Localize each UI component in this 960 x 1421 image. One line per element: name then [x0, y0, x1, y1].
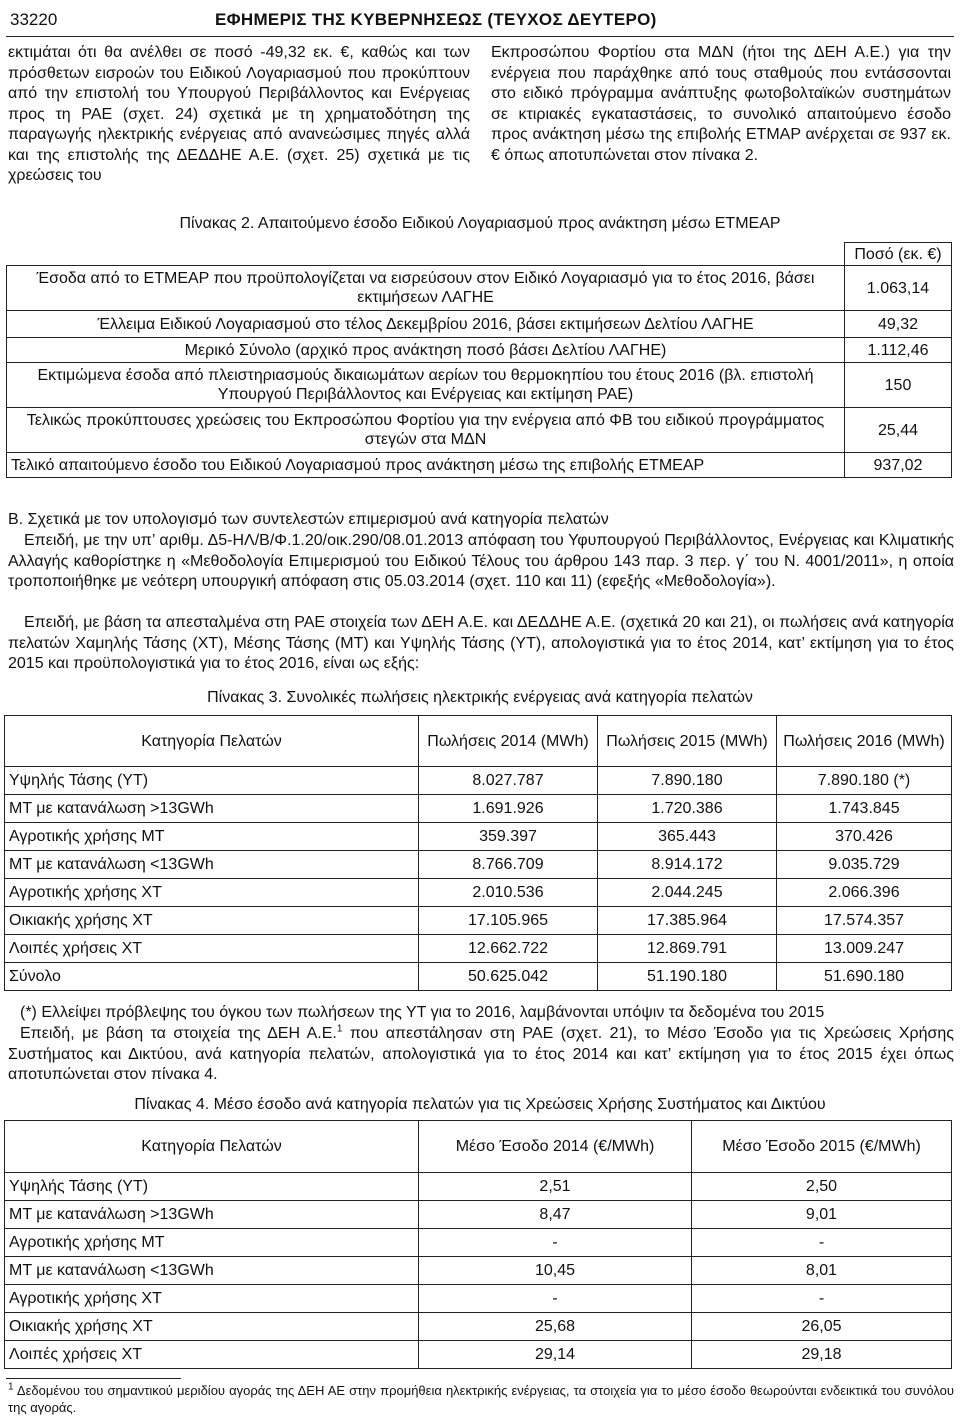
table3-header-row	[5, 716, 952, 767]
table2	[6, 242, 952, 478]
table2-description: Μερικό Σύνολο (αρχικό προς ανάκτηση ποσό βάσει Δελτίου ΛΑΓΗΕ)	[7, 338, 845, 363]
table3-category-cell: Αγροτικής χρήσης ΜΤ	[5, 823, 419, 851]
table-row	[5, 1257, 952, 1285]
table-row	[7, 408, 952, 453]
table3-category-cell: Οικιακής χρήσης ΧΤ	[5, 907, 419, 935]
footnote-text: Δεδομένου του σημαντικού μεριδίου αγοράς της ΔΕΗ ΑΕ στην προμήθεια ηλεκτρικής ενέργειας, τα στοιχεία για το μέσο έσοδο θεωρούνται ενδεικτικά του συνόλου της αγοράς.	[8, 1383, 954, 1415]
table2-description: Τελικό απαιτούμενο έσοδο του Ειδικού Λογαριασμού προς ανάκτηση μέσω της επιβολής ΕΤΜΕΑΡ	[7, 453, 845, 478]
table3-header-category: Κατηγορία Πελατών	[5, 716, 419, 767]
table3-value-cell: 1.691.926	[419, 795, 598, 823]
table3-note: (*) Ελλείψει πρόβλεψης του όγκου των πωλήσεων της ΥΤ για το 2016, λαμβάνονται υπόψιν τα δεδομένα του 2015	[20, 1004, 825, 1021]
section-b-paragraph-1: Επειδή, με την υπ’ αριθμ. Δ5-ΗΛ/Β/Φ.1.20/οικ.290/08.01.2013 απόφαση του Υφυπουργού Περιβάλλοντος, Ενέργειας και Κλιματικής Αλλαγής καθορίστηκε η «Μεθοδολογία Επιμερισμού του Ειδικού Τέλους του άρθρου 143 παρ. 3 περ. γ΄ του Ν. 4001/2011», η οποία τροποποιήθηκε με νεότερη υπουργική απόφαση στις 05.03.2014 (σχετ. 110 και 11) (εφεξής «Μεθοδολογία»).	[8, 532, 954, 590]
table-row	[7, 338, 952, 363]
table3-value-cell: 51.690.180	[777, 963, 952, 991]
table4-category-cell: Λοιπές χρήσεις ΧΤ	[5, 1341, 419, 1369]
table-row	[5, 879, 952, 907]
table-row	[5, 767, 952, 795]
table-row	[5, 907, 952, 935]
table3-value-cell: 50.625.042	[419, 963, 598, 991]
table3	[4, 715, 952, 991]
table-row	[5, 1201, 952, 1229]
table3-body	[5, 767, 952, 991]
table-row	[5, 795, 952, 823]
table4-value-cell: 9,01	[692, 1201, 952, 1229]
table4-body	[5, 1173, 952, 1369]
table2-amount: 1.063,14	[845, 266, 952, 311]
table4-value-cell: 26,05	[692, 1313, 952, 1341]
table3-value-cell: 7.890.180	[598, 767, 777, 795]
table4-value-cell: 25,68	[419, 1313, 692, 1341]
table4-value-cell: 2,51	[419, 1173, 692, 1201]
table4-category-cell: Αγροτικής χρήσης ΧΤ	[5, 1285, 419, 1313]
paragraph-3-text-rest: που απεστάλησαν στη ΡΑΕ (σχετ. 21), το Μέσο Έσοδο για τις Χρεώσεις Χρήσης Συστήματος και Δικτύου, ανά κατηγορία πελατών, απολογιστικά για το έτος 2014 και κατ’ εκτίμηση για το έτος 2015 έχει όπως αποτυπώνεται στον πίνακα 4.	[8, 1025, 954, 1083]
table4-category-cell: Αγροτικής χρήσης ΜΤ	[5, 1229, 419, 1257]
table4-header-category: Κατηγορία Πελατών	[5, 1121, 419, 1173]
table2-amount: 25,44	[845, 408, 952, 453]
intro-left-column: εκτιμάται ότι θα ανέλθει σε ποσό -49,32 εκ. €, καθώς και των πρόσθετων εισροών του Ειδικού Λογαριασμού που προκύπτουν από την επιστολή του Υπουργού Περιβάλλοντος και Ενέργειας προς τη ΡΑΕ (σχετ. 24) σχετικά με τη χρηματοδότηση της παραγωγής ηλεκτρικής ενέργειας από ανανεώσιμες πηγές αλλά και της επιστολής της ΔΕΔΔΗΕ Α.Ε. (σχετ. 25) σχετικά με τις χρεώσεις του	[8, 44, 470, 184]
page-header	[10, 4, 950, 36]
table3-category-cell: Σύνολο	[5, 963, 419, 991]
table3-value-cell: 17.385.964	[598, 907, 777, 935]
table3-value-cell: 13.009.247	[777, 935, 952, 963]
table4-category-cell: Οικιακής χρήσης ΧΤ	[5, 1313, 419, 1341]
table2-amount: 937,02	[845, 453, 952, 478]
table3-value-cell: 12.662.722	[419, 935, 598, 963]
table-row	[5, 823, 952, 851]
table-row	[7, 243, 952, 266]
table3-value-cell: 2.066.396	[777, 879, 952, 907]
table3-value-cell: 12.869.791	[598, 935, 777, 963]
table4-value-cell: 10,45	[419, 1257, 692, 1285]
table3-value-cell: 1.743.845	[777, 795, 952, 823]
footnote-mark: 1	[8, 1381, 14, 1393]
table3-caption: Πίνακας 3. Συνολικές πωλήσεις ηλεκτρικής ενέργειας ανά κατηγορία πελατών	[207, 689, 753, 706]
table4-value-cell: -	[692, 1229, 952, 1257]
table4-header-2015: Μέσο Έσοδο 2015 (€/MWh)	[692, 1121, 952, 1173]
table-row	[7, 311, 952, 338]
paragraph-3-text: Επειδή, με βάση τα στοιχεία της ΔΕΗ Α.Ε.	[20, 1025, 337, 1042]
table3-header-2015: Πωλήσεις 2015 (MWh)	[598, 716, 777, 767]
table-row	[7, 453, 952, 478]
table-row	[5, 935, 952, 963]
table-row	[5, 1285, 952, 1313]
table-row	[5, 1229, 952, 1257]
table-row	[5, 851, 952, 879]
table3-category-cell: ΜΤ με κατανάλωση >13GWh	[5, 795, 419, 823]
table3-category-cell: Υψηλής Τάσης (ΥΤ)	[5, 767, 419, 795]
table2-description: Έλλειμα Ειδικού Λογαριασμού στο τέλος Δεκεμβρίου 2016, βάσει εκτιμήσεων Δελτίου ΛΑΓΗΕ	[7, 311, 845, 338]
table2-amount: 150	[845, 363, 952, 408]
table2-description: Εκτιμώμενα έσοδα από πλειστηριασμούς δικαιωμάτων αερίων του θερμοκηπίου του έτους 2016 (βλ. επιστολή Υπουργού Περιβάλλοντος και Ενέργειας και εκτίμηση ΡΑΕ)	[7, 363, 845, 408]
intro-right-column: Εκπροσώπου Φορτίου στα ΜΔΝ (ήτοι της ΔΕΗ Α.Ε.) για την ενέργεια που παράχθηκε από τους σταθμούς που εντάσσονται στο ειδικό πρόγραμμα ανάπτυξης φωτοβολταϊκών συστημάτων σε κτιριακές εγκαταστάσεις, το συνολικό απαιτούμενο έσοδο προς ανάκτηση μέσω της επιβολής ΕΤΜΑΡ ανέρχεται σε 937 εκ. € όπως αποτυπώνεται στον πίνακα 2.	[491, 44, 951, 164]
table3-value-cell: 8.027.787	[419, 767, 598, 795]
table3-value-cell: 17.574.357	[777, 907, 952, 935]
table2-body	[7, 243, 952, 478]
header-divider	[6, 36, 954, 37]
table4-value-cell: 2,50	[692, 1173, 952, 1201]
table3-value-cell: 9.035.729	[777, 851, 952, 879]
table2-caption: Πίνακας 2. Απαιτούμενο έσοδο Ειδικού Λογαριασμού προς ανάκτηση μέσω ΕΤΜΕΑΡ	[179, 215, 781, 232]
table4-category-cell: Υψηλής Τάσης (ΥΤ)	[5, 1173, 419, 1201]
table3-value-cell: 2.010.536	[419, 879, 598, 907]
table4-header-row	[5, 1121, 952, 1173]
table3-value-cell: 17.105.965	[419, 907, 598, 935]
table4-value-cell: 8,47	[419, 1201, 692, 1229]
table3-value-cell: 365.443	[598, 823, 777, 851]
table4-value-cell: -	[692, 1285, 952, 1313]
table3-value-cell: 370.426	[777, 823, 952, 851]
table3-category-cell: Λοιπές χρήσεις ΧΤ	[5, 935, 419, 963]
footnote-ref: 1	[336, 1023, 343, 1035]
section-b-paragraph-2: Επειδή, με βάση τα απεσταλμένα στη ΡΑΕ στοιχεία των ΔΕΗ Α.Ε. και ΔΕΔΔΗΕ Α.Ε. (σχετικά 20 και 21), οι πωλήσεις ανά κατηγορία πελατών Χαμηλής Τάσης (ΧΤ), Μέσης Τάσης (ΜΤ) και Υψηλής Τάσης (ΥΤ), απολογιστικά για το έτος 2014, κατ’ εκτίμηση για το έτος 2015 και προϋπολογιστικά για το έτος 2016, είναι ως εξής:	[8, 614, 954, 672]
table-row	[7, 266, 952, 311]
table4	[4, 1120, 952, 1369]
table2-amount: 49,32	[845, 311, 952, 338]
table3-value-cell: 7.890.180 (*)	[777, 767, 952, 795]
table-row	[5, 1341, 952, 1369]
paragraph-3	[8, 1024, 954, 1086]
table4-caption: Πίνακας 4. Μέσο έσοδο ανά κατηγορία πελατών για τις Χρεώσεις Χρήσης Συστήματος και Δικτύου	[134, 1096, 826, 1113]
table-row	[5, 1313, 952, 1341]
table3-header-2016: Πωλήσεις 2016 (MWh)	[777, 716, 952, 767]
table2-description: Έσοδα από το ΕΤΜΕΑΡ που προϋπολογίζεται να εισρεύσουν στον Ειδικό Λογαριασμό για το έτος 2016, βάσει εκτιμήσεων ΛΑΓΗΕ	[7, 266, 845, 311]
table4-category-cell: ΜΤ με κατανάλωση <13GWh	[5, 1257, 419, 1285]
table4-value-cell: 29,18	[692, 1341, 952, 1369]
section-b-heading: Β. Σχετικά με τον υπολογισμό των συντελεστών επιμερισμού ανά κατηγορία πελατών	[8, 511, 609, 528]
table2-description: Τελικώς προκύπτουσες χρεώσεις του Εκπροσώπου Φορτίου για την ενέργεια από ΦΒ του ειδικού προγράμματος στεγών στα ΜΔΝ	[7, 408, 845, 453]
table-row	[5, 963, 952, 991]
table4-value-cell: -	[419, 1285, 692, 1313]
table4-value-cell: 29,14	[419, 1341, 692, 1369]
table2-amount: 1.112,46	[845, 338, 952, 363]
table3-value-cell: 359.397	[419, 823, 598, 851]
table3-value-cell: 8.914.172	[598, 851, 777, 879]
table3-header-2014: Πωλήσεις 2014 (MWh)	[419, 716, 598, 767]
table4-value-cell: -	[419, 1229, 692, 1257]
table3-value-cell: 2.044.245	[598, 879, 777, 907]
table3-category-cell: ΜΤ με κατανάλωση <13GWh	[5, 851, 419, 879]
table3-category-cell: Αγροτικής χρήσης ΧΤ	[5, 879, 419, 907]
table3-value-cell: 51.190.180	[598, 963, 777, 991]
table-row	[5, 1173, 952, 1201]
table2-empty-cell	[7, 243, 845, 266]
footnote-divider	[6, 1378, 181, 1379]
gazette-title: ΕΦΗΜΕΡΙΣ ΤΗΣ ΚΥΒΕΡΝΗΣΕΩΣ (ΤΕΥΧΟΣ ΔΕΥΤΕΡΟ)	[215, 10, 657, 29]
table4-value-cell: 8,01	[692, 1257, 952, 1285]
table-row	[7, 363, 952, 408]
table3-value-cell: 1.720.386	[598, 795, 777, 823]
page-number: 33220	[10, 10, 58, 29]
table4-category-cell: ΜΤ με κατανάλωση >13GWh	[5, 1201, 419, 1229]
table3-value-cell: 8.766.709	[419, 851, 598, 879]
table4-header-2014: Μέσο Έσοδο 2014 (€/MWh)	[419, 1121, 692, 1173]
footnote	[8, 1382, 954, 1416]
table2-amount-header: Ποσό (εκ. €)	[845, 243, 952, 266]
